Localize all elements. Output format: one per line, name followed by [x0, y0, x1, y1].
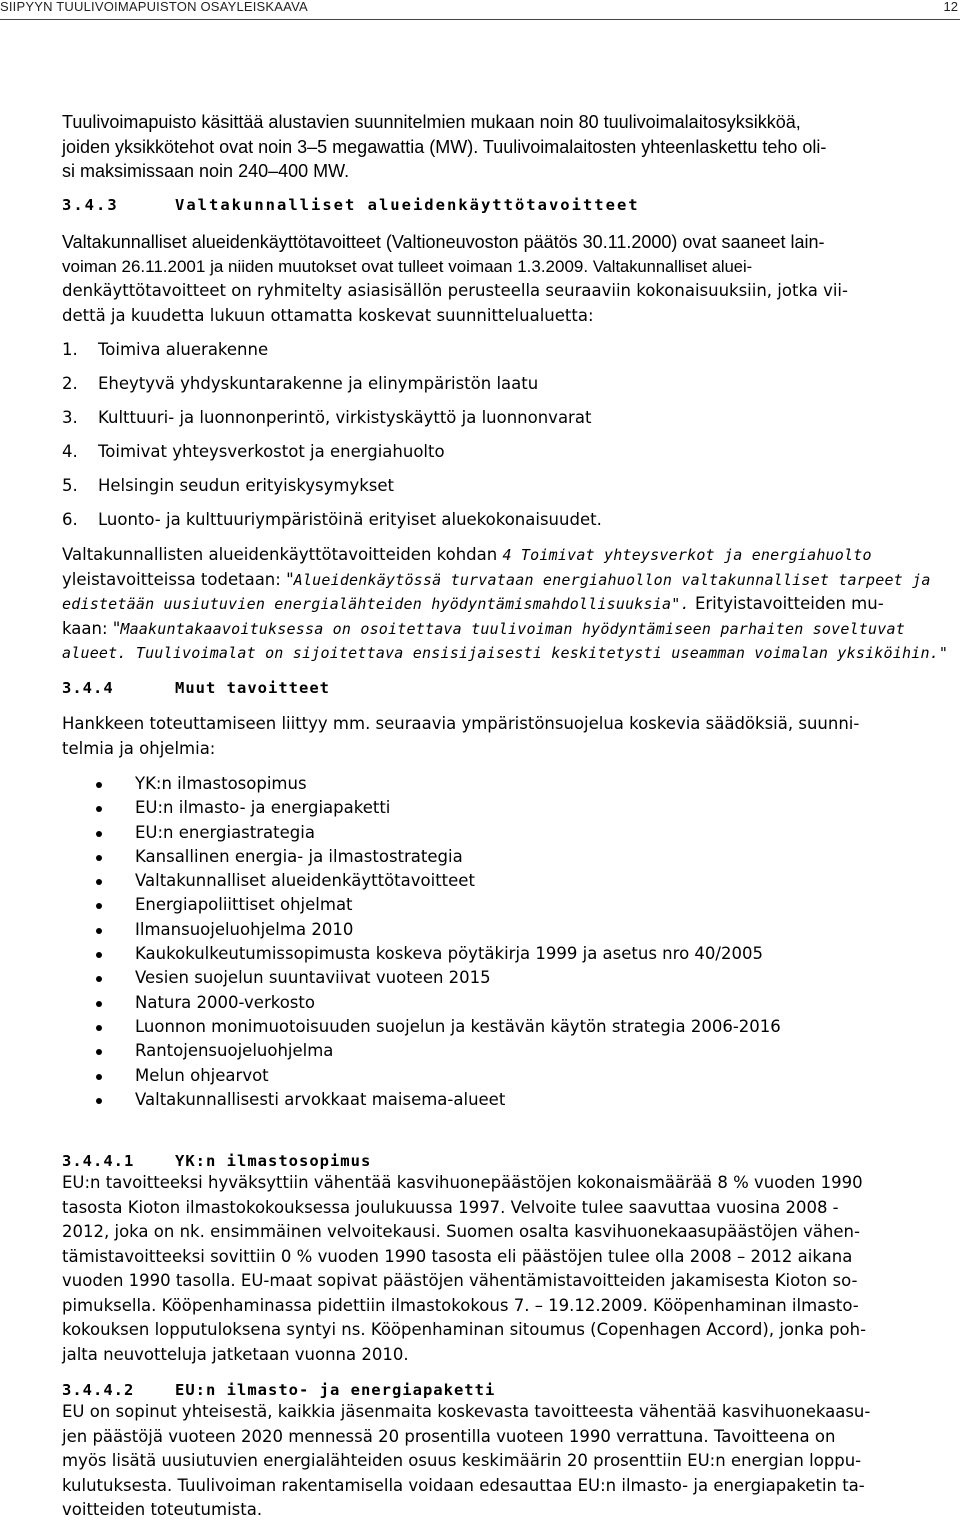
goals-numbered-list: [62, 338, 960, 542]
bullet-icon: [96, 831, 102, 837]
section-number: 3.4.4.2: [62, 1381, 135, 1399]
section-3-4-4-2-paragraph: [62, 1400, 960, 1523]
para-line: telmia ja ohjelmia:: [62, 738, 216, 758]
list-item: Kansallinen energia- ja ilmastostrategia: [96, 845, 956, 869]
para-line: edistetään uusiutuvien energialähteiden hyödyntämismahdollisuuksia". Erityistavoitteiden mu-: [62, 594, 884, 613]
list-item: Kaukokulkeutumissopimusta koskeva pöytäkirja 1999 ja asetus nro 40/2005: [96, 942, 956, 966]
header-title: SIIPYYN TUULIVOIMAPUISTON OSAYLEISKAAVA: [0, 0, 308, 14]
bullet-icon: [96, 976, 102, 982]
list-item: Rantojensuojeluohjelma: [96, 1039, 956, 1063]
bullet-icon: [96, 879, 102, 885]
list-item: EU:n energiastrategia: [96, 821, 956, 845]
bullet-icon: [96, 806, 102, 812]
section-title: YK:n ilmastosopimus: [175, 1152, 372, 1170]
para-line: jen päästöjä vuoteen 2020 mennessä 20 prosentilla vuoteen 1990 verrattuna. Tavoitteena on: [62, 1426, 836, 1446]
section-number: 3.4.4.1: [62, 1152, 135, 1170]
para-line: EU on sopinut yhteisestä, kaikkia jäsenmaita koskevasta tavoitteesta vähentää kasvihuonekaasu-: [62, 1402, 871, 1421]
list-item: Energiapoliittiset ohjelmat: [96, 893, 956, 917]
section-title: Muut tavoitteet: [175, 679, 330, 697]
list-item: YK:n ilmastosopimus: [96, 772, 956, 796]
para-line: kaan: "Maakuntakaavoituksessa on osoitettava tuulivoiman hyödyntämiseen parhaiten soveltuvat: [62, 618, 905, 638]
para-line: denkäyttötavoitteet on ryhmitelty asiasisällön perusteella seuraaviin kokonaisuuksiin, jotka vii-: [62, 281, 848, 300]
list-item: 2. Eheytyvä yhdyskuntarakenne ja elinympäristön laatu: [62, 374, 539, 393]
list-item: 3. Kulttuuri- ja luonnonperintö, virkistyskäyttö ja luonnonvarat: [62, 408, 592, 427]
intro-line: joiden yksikkötehot ovat noin 3–5 megawattia (MW). Tuulivoimalaitosten yhteenlaskettu teho oli-: [62, 136, 827, 157]
bullet-icon: [96, 782, 102, 788]
para-line: Valtakunnallisten alueidenkäyttötavoitteiden kohdan 4 Toimivat yhteysverkot ja energiahuolto: [62, 545, 872, 564]
page-header: [0, 0, 960, 14]
para-line: myös lisätä uusiutuvien energialähteiden osuus keskimäärin 20 prosenttiin EU:n energian loppu-: [62, 1451, 862, 1470]
list-item: 1. Toimiva aluerakenne: [62, 340, 269, 359]
section-heading-3-4-4-2: [62, 1380, 960, 1402]
bullet-icon: [96, 1074, 102, 1080]
bullet-icon: [96, 1049, 102, 1055]
list-item: Luonnon monimuotoisuuden suojelun ja kestävän käytön strategia 2006-2016: [96, 1015, 956, 1039]
list-item: Natura 2000-verkosto: [96, 991, 956, 1015]
intro-line: Tuulivoimapuisto käsittää alustavien suunnitelmien mukaan noin 80 tuulivoimalaitosyksikköä,: [62, 112, 801, 132]
energy-goal-paragraph: [62, 543, 960, 666]
para-line: yleistavoitteissa todetaan: "Alueidenkäytössä turvataan energiahuollon valtakunnalliset tarpeet ja: [62, 569, 931, 589]
bullet-icon: [96, 903, 102, 909]
para-line: alueet. Tuulivoimalat on sijoitettava ensisijaisesti keskitetysti useamman voimalan yksiköihin.": [62, 644, 949, 662]
para-line: vuoden 1990 tasolla. EU-maat sopivat päästöjen vähentämistavoitteiden jakamisesta Kioton so-: [62, 1271, 858, 1290]
intro-line: si maksimissaan noin 240–400 MW.: [62, 161, 350, 181]
para-line: Valtakunnalliset alueidenkäyttötavoitteet (Valtioneuvoston päätös 30.11.2000) ovat saaneet lain-: [62, 232, 825, 252]
para-line: jalta neuvotteluja jatketaan vuonna 2010.: [62, 1344, 409, 1364]
bullet-icon: [96, 952, 102, 958]
para-line: 2012, joka on nk. ensimmäinen velvoitekausi. Suomen osalta kasvihuonekaasupäästöjen vähen-: [62, 1222, 860, 1241]
list-item: Vesien suojelun suuntaviivat vuoteen 2015: [96, 966, 956, 990]
para-line: kulutuksesta. Tuulivoiman rakentamisella voidaan edesauttaa EU:n ilmasto- ja energiapaketin ta-: [62, 1475, 865, 1495]
section-number: 3.4.4: [62, 679, 114, 697]
header-rule: [0, 19, 960, 20]
list-item: Valtakunnallisesti arvokkaat maisema-alueet: [96, 1088, 956, 1112]
list-item: 4. Toimivat yhteysverkostot ja energiahuolto: [62, 442, 445, 461]
para-line: dettä ja kuudetta lukuun ottamatta koskevat suunnittelualuetta:: [62, 305, 594, 325]
para-line: voiman 26.11.2001 ja niiden muutokset ovat tulleet voimaan 1.3.2009. Valtakunnalliset aluei-: [62, 256, 753, 276]
bullet-icon: [96, 928, 102, 934]
para-line: pimuksella. Kööpenhaminassa pidettiin ilmastokokous 7. – 19.12.2009. Kööpenhaminan ilmasto-: [62, 1295, 859, 1315]
section-title: EU:n ilmasto- ja energiapaketti: [175, 1381, 496, 1399]
section-title: Valtakunnalliset alueidenkäyttötavoitteet: [175, 196, 640, 214]
section-number: 3.4.3: [62, 196, 119, 214]
para-line: voitteiden toteutumista.: [62, 1500, 263, 1519]
section-3-4-4-1-paragraph: [62, 1171, 960, 1367]
section-heading-3-4-3: [62, 195, 960, 217]
section-3-4-3-paragraph: [62, 230, 960, 328]
page-number: 12: [943, 0, 958, 14]
para-line: tämistavoitteeksi sovittiin 0 % vuoden 1990 tasosta eli päästöjen tulee olla 2008 – 2012 aikana: [62, 1246, 853, 1266]
section-3-4-4-intro: [62, 712, 960, 761]
list-item: Valtakunnalliset alueidenkäyttötavoitteet: [96, 869, 956, 893]
para-line: EU:n tavoitteeksi hyväksyttiin vähentää kasvihuonepäästöjen kokonaismäärää 8 % vuoden 1990: [62, 1173, 863, 1192]
section-heading-3-4-4: [62, 678, 960, 700]
bullet-icon: [96, 1001, 102, 1007]
intro-paragraph: [62, 110, 960, 184]
regulations-bullet-list: [96, 772, 956, 1112]
bullet-icon: [96, 855, 102, 861]
bullet-icon: [96, 1025, 102, 1031]
section-heading-3-4-4-1: [62, 1151, 960, 1173]
list-item: Ilmansuojeluohjelma 2010: [96, 918, 956, 942]
para-line: tasosta Kioton ilmastokokouksessa joulukuussa 1997. Velvoite tulee saavuttaa vuosina 2008 -: [62, 1197, 839, 1217]
bullet-icon: [96, 1098, 102, 1104]
list-item: Melun ohjearvot: [96, 1064, 956, 1088]
list-item: 5. Helsingin seudun erityiskysymykset: [62, 476, 395, 495]
list-item: EU:n ilmasto- ja energiapaketti: [96, 796, 956, 820]
para-line: Hankkeen toteuttamiseen liittyy mm. seuraavia ympäristönsuojelua koskevia säädöksiä, suunni-: [62, 714, 860, 733]
list-item: 6. Luonto- ja kulttuuriympäristöinä erityiset aluekokonaisuudet.: [62, 510, 602, 529]
para-line: kokouksen lopputuloksena syntyi ns. Kööpenhaminan sitoumus (Copenhagen Accord), jonka poh-: [62, 1320, 867, 1339]
